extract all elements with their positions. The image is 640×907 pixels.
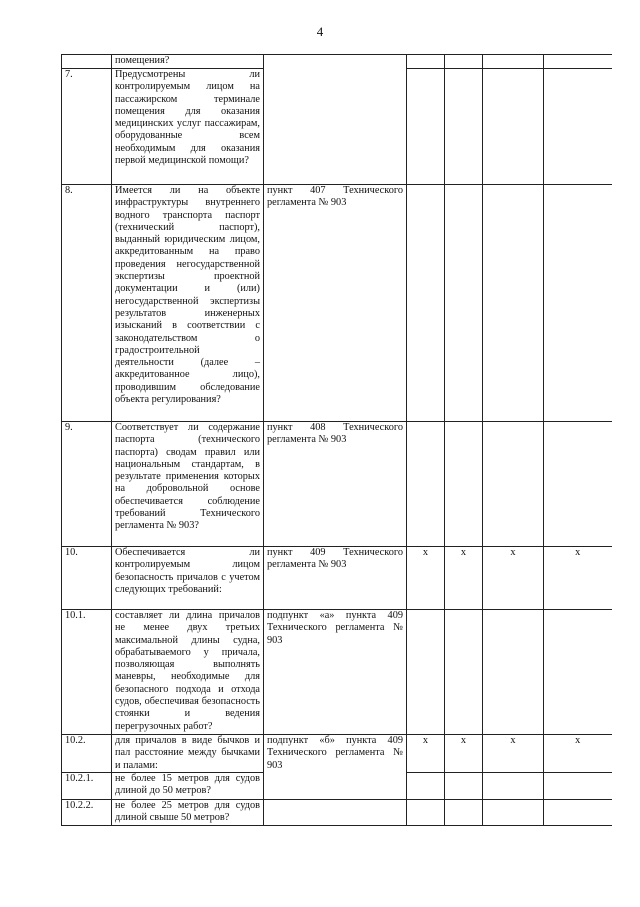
- answer-cell: [483, 799, 544, 825]
- reference-cell: пункт 407 Технического регламента № 903: [264, 185, 407, 422]
- table-row: [62, 735, 612, 773]
- table-row: [62, 55, 612, 69]
- answer-cell-x: x: [445, 547, 483, 610]
- answer-cell: [544, 772, 612, 799]
- item-number: 10.2.2.: [62, 799, 112, 825]
- answer-cell: [445, 185, 483, 422]
- table-row: [62, 799, 612, 825]
- reference-cell: пункт 409 Технического регламента № 903: [264, 547, 407, 610]
- answer-cell-x: x: [445, 735, 483, 773]
- question-cell: Имеется ли на объекте инфраструктуры внутреннего водного транспорта паспорт (технический паспорт), выданный юридическим лицом, аккредитованным на право проведения негосударственной экспертизы проектной документации и (или) негосударственной экспертизы результатов инженерных изысканий в соответствии с законодательством о градостроительной деятельности (далее – аккредитованное лицо), проводившим обследование объекта регулирования?: [112, 185, 264, 422]
- question-cell: для причалов в виде бычков и пал расстояние между бычками и палами:: [112, 735, 264, 773]
- answer-cell: [407, 185, 445, 422]
- question-cell: помещения?: [112, 55, 264, 69]
- answer-cell-x: x: [483, 735, 544, 773]
- table-row: [62, 422, 612, 547]
- answer-cell: [445, 422, 483, 547]
- table-row: [62, 547, 612, 610]
- answer-cell-x: x: [544, 547, 612, 610]
- answer-cell: [407, 772, 445, 799]
- answer-cell: [544, 69, 612, 185]
- answer-cell: [483, 69, 544, 185]
- answer-cell: [407, 799, 445, 825]
- question-cell: Обеспечивается ли контролируемым лицом безопасность причалов с учетом следующих требований:: [112, 547, 264, 610]
- answer-cell-x: x: [544, 735, 612, 773]
- question-cell: Соответствует ли содержание паспорта (технического паспорта) сводам правил или национальным стандартам, в результате применения которых на добровольной основе обеспечивается соблюдение требований Технического регламента № 903?: [112, 422, 264, 547]
- item-number: [62, 55, 112, 69]
- checklist-table: [61, 54, 612, 826]
- table-row: [62, 610, 612, 735]
- question-cell: не более 15 метров для судов длиной до 50 метров?: [112, 772, 264, 799]
- page-number: 4: [316, 24, 324, 39]
- question-cell: составляет ли длина причалов не менее двух третьих максимальной длины судна, обрабатываемого у причала, позволяющая выполнять маневры, необходимые для безопасного подхода и отхода судов, обеспечивая безопасность стоянки и ведения перегрузочных работ?: [112, 610, 264, 735]
- answer-cell: [407, 55, 445, 69]
- answer-cell: [544, 799, 612, 825]
- item-number: 10.1.: [62, 610, 112, 735]
- answer-cell-x: x: [483, 547, 544, 610]
- item-number: 10.: [62, 547, 112, 610]
- answer-cell: [445, 69, 483, 185]
- answer-cell: [544, 422, 612, 547]
- answer-cell: [407, 69, 445, 185]
- item-number: 7.: [62, 69, 112, 185]
- answer-cell: [483, 422, 544, 547]
- answer-cell: [544, 55, 612, 69]
- answer-cell: [407, 610, 445, 735]
- reference-cell: [264, 799, 407, 825]
- answer-cell: [483, 610, 544, 735]
- answer-cell-x: x: [407, 735, 445, 773]
- answer-cell: [544, 185, 612, 422]
- item-number: 10.2.: [62, 735, 112, 773]
- answer-cell: [483, 185, 544, 422]
- item-number: 9.: [62, 422, 112, 547]
- question-cell: Предусмотрены ли контролируемым лицом на пассажирском терминале помещения для оказания медицинских услуг пассажирам, оборудованные всем необходимым для оказания первой медицинской помощи?: [112, 69, 264, 185]
- answer-cell: [483, 772, 544, 799]
- item-number: 10.2.1.: [62, 772, 112, 799]
- answer-cell: [445, 55, 483, 69]
- answer-cell: [483, 55, 544, 69]
- reference-cell: [264, 55, 407, 185]
- table-row: [62, 185, 612, 422]
- reference-cell: подпункт «а» пункта 409 Технического регламента № 903: [264, 610, 407, 735]
- item-number: 8.: [62, 185, 112, 422]
- answer-cell: [445, 772, 483, 799]
- answer-cell: [544, 610, 612, 735]
- answer-cell: [407, 422, 445, 547]
- question-cell: не более 25 метров для судов длиной свыше 50 метров?: [112, 799, 264, 825]
- reference-cell: подпункт «б» пункта 409 Технического регламента № 903: [264, 735, 407, 800]
- answer-cell: [445, 799, 483, 825]
- answer-cell: [445, 610, 483, 735]
- answer-cell-x: x: [407, 547, 445, 610]
- reference-cell: пункт 408 Технического регламента № 903: [264, 422, 407, 547]
